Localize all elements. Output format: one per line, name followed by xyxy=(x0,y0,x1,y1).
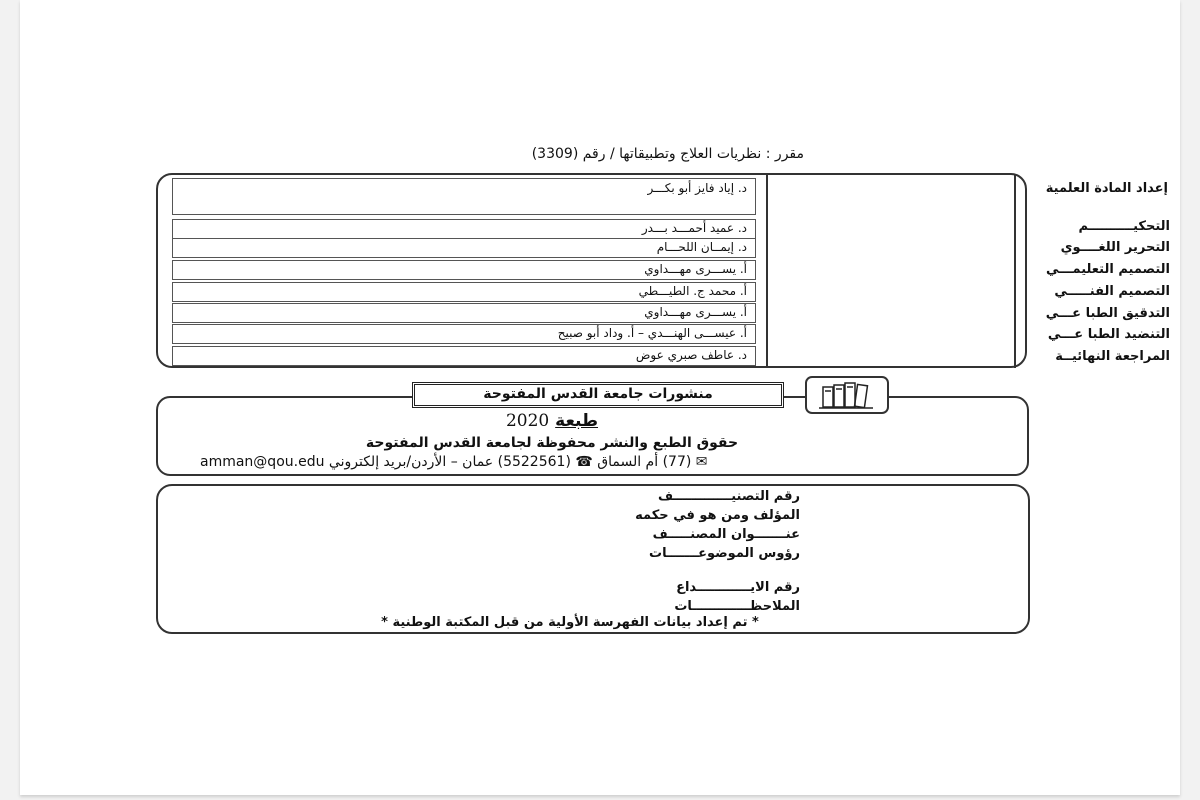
edition-label: طبعة xyxy=(555,411,599,431)
catalog-work-title: عنـــــــوان المصنـــــف xyxy=(652,527,800,542)
edition-year: 2020 xyxy=(505,411,550,431)
catalog-author: المؤلف ومن هو في حكمه xyxy=(635,508,800,523)
credit-label-typesetting: التنضيد الطبا عـــي xyxy=(1047,327,1170,342)
credit-label-content-author: إعداد المادة العلمية xyxy=(1045,181,1168,196)
rights-statement: حقوق الطبع والنشر محفوظة لجامعة القدس المفتوحة xyxy=(365,435,739,451)
books-icon xyxy=(805,376,889,414)
credit-value-graphic-design: أ. محمد ج. الطيـــطي xyxy=(172,282,756,302)
catalog-notes: الملاحظـــــــــــــات xyxy=(674,599,800,614)
contact-line: ✉ (77) أم السماق ☎ (5522561) عمان – الأردن/بريد إلكتروني amman@qou.edu xyxy=(200,454,708,470)
catalog-deposit-number: رقم الايــــــــــــداع xyxy=(676,580,800,595)
credit-label-instructional-design: التصميم التعليمـــي xyxy=(1046,262,1170,277)
credit-value-language-editor: د. إيمــان اللحـــام xyxy=(172,238,756,258)
course-title: مقرر : نظريات العلاج وتطبيقاتها / رقم (3309) xyxy=(531,146,804,162)
catalog-note: * تم إعداد بيانات الفهرسة الأولية من قبل المكتبة الوطنية * xyxy=(381,615,759,630)
credit-label-reviewer: التحكيــــــــــم xyxy=(1078,219,1170,234)
publisher-title: منشورات جامعة القدس المفتوحة xyxy=(412,382,784,408)
credit-label-language-editor: التحرير اللغــــوي xyxy=(1060,240,1170,255)
credits-label-column xyxy=(766,175,1016,368)
catalog-subject-headings: رؤوس الموضوعـــــــات xyxy=(649,546,800,561)
credit-value-content-author: د. إياد فايز أبو بكـــر xyxy=(172,178,756,215)
credit-label-proofreading: التدقيق الطبا عـــي xyxy=(1045,306,1170,321)
catalog-box xyxy=(156,484,1030,634)
catalog-classification-number: رقم التصنيـــــــــــــف xyxy=(657,489,800,504)
credit-value-final-review: د. عاطف صبري عوض xyxy=(172,346,756,366)
credit-label-final-review: المراجعة النهائيــة xyxy=(1055,349,1170,364)
credit-value-instructional-design: أ. يســـرى مهـــداوي xyxy=(172,260,756,280)
credit-label-graphic-design: التصميم الفنـــــي xyxy=(1054,284,1170,299)
credit-value-reviewer: د. عميد أحمـــد بـــدر xyxy=(172,219,756,239)
credit-value-typesetting: أ. عيســـى الهنـــدي – أ. وداد أبو صبيح xyxy=(172,324,756,344)
credit-value-proofreading: أ. يســـرى مهـــداوي xyxy=(172,303,756,323)
edition-line xyxy=(300,411,804,431)
